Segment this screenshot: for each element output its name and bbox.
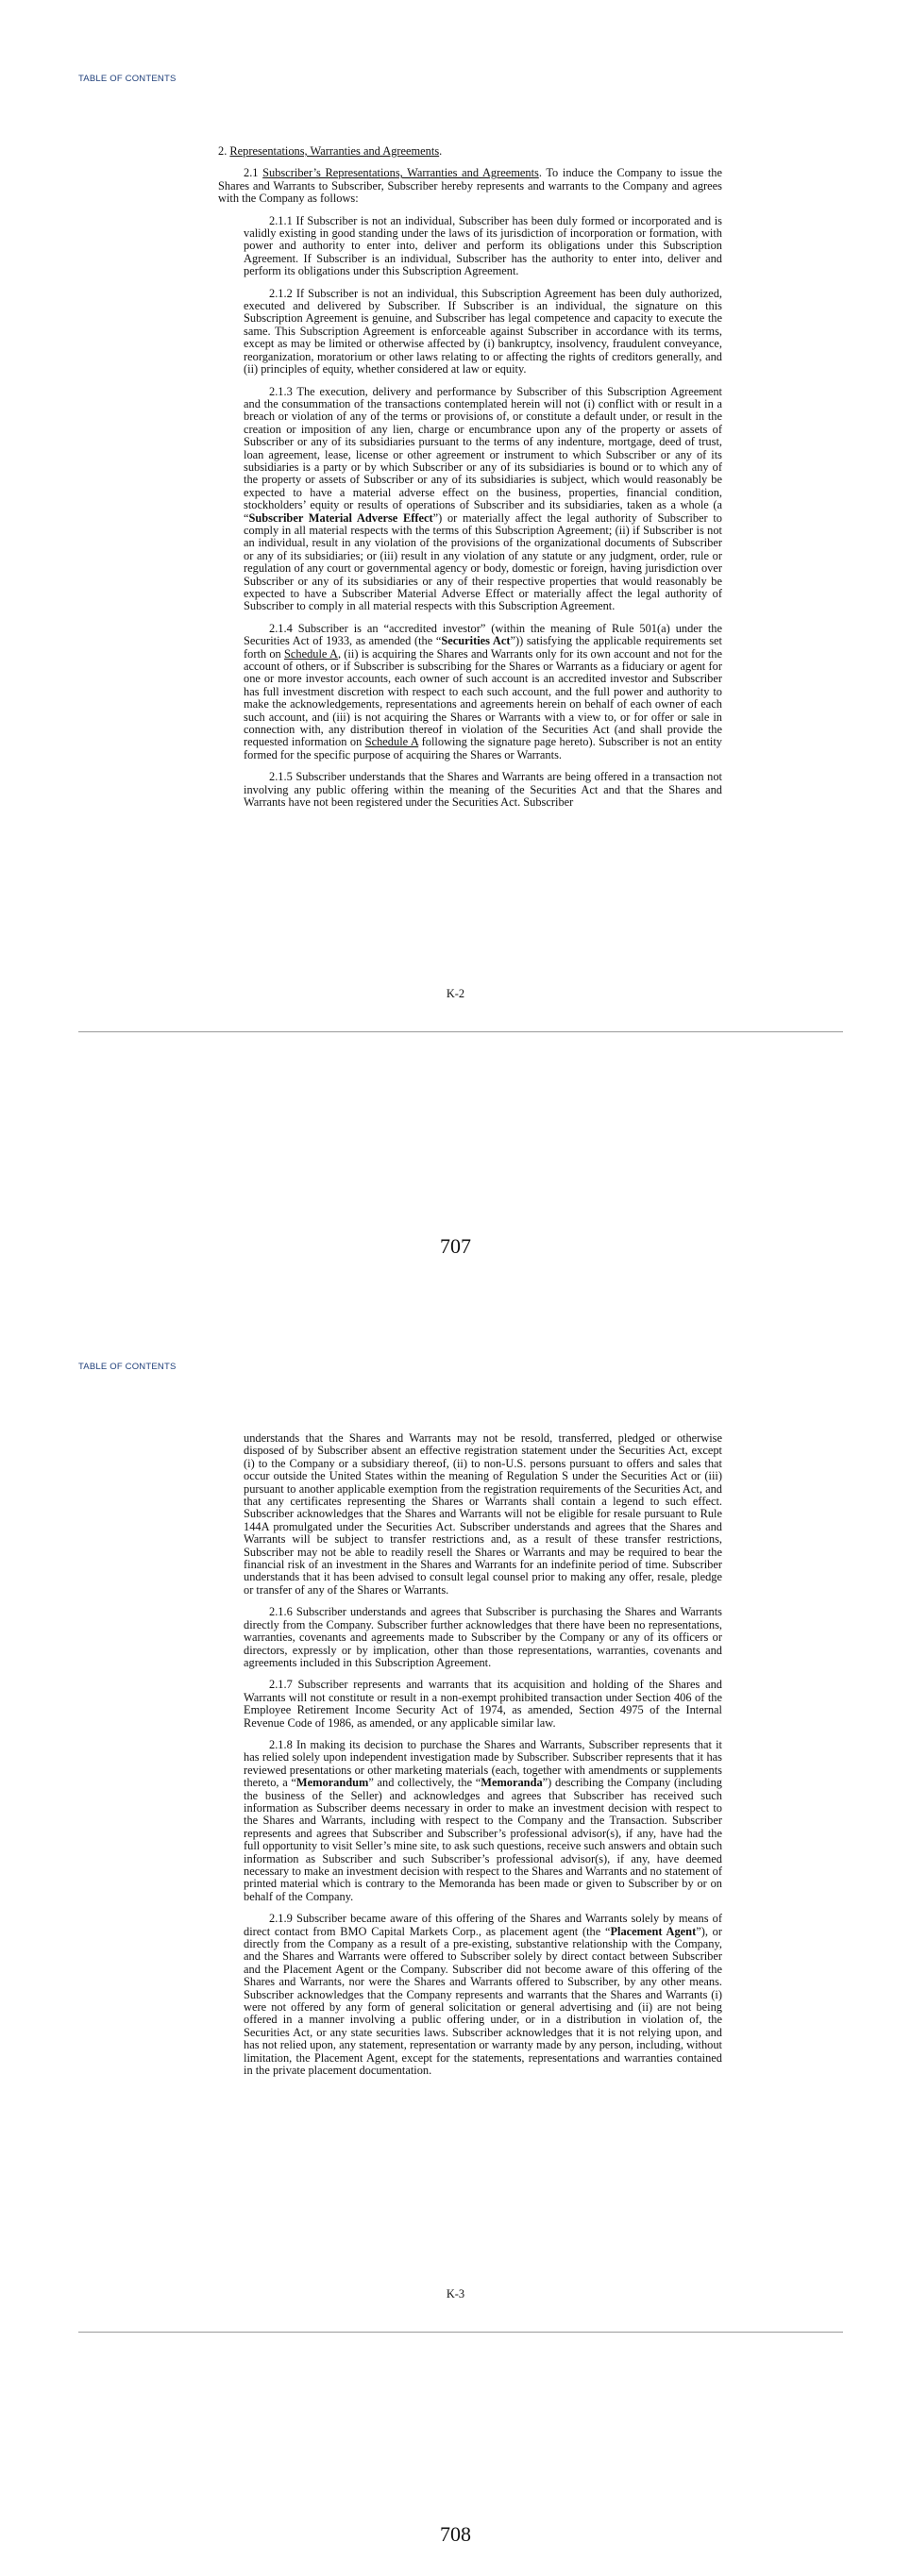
section-heading xyxy=(218,145,722,158)
schedule-reference: Schedule A xyxy=(364,735,419,749)
paragraph-2-1-8 xyxy=(218,1739,722,1903)
text-run: ”) or materially affect the legal authority of Subscriber to comply in all material respects with the terms of this Subscription Agreement; (ii) if Subscriber is not an individual, result in any violation of the provisions of the organizational documents of Subscriber or any of its subsidiaries; or (iii) result in any violation of any statute or any judgment, order, rule or regulation of any court or governmental agency or body, domestic or foreign, having jurisdiction over Subscriber or any of its subsidiaries or any of their respective properties that would reasonably be expected to have a Subscriber Material Adverse Effect or materially affect the legal authority of Subscriber to comply in all material respects with this Subscription Agreement. xyxy=(244,510,722,613)
defined-term: Memorandum xyxy=(295,1776,369,1790)
paragraph-2-1-6: 2.1.6 Subscriber understands and agrees that Subscriber is purchasing the Shares and Warrants directly from the Company. Subscriber further acknowledges that there have been no representations, warranties, covenants and agreements made to Subscriber by the Company or any of its officers or directors, expressly or by implication, other than those representations, warranties, covenants and agreements included in this Subscription Agreement. xyxy=(244,1605,722,1669)
defined-term: Placement Agent xyxy=(610,1924,697,1938)
defined-term: Memoranda xyxy=(481,1776,543,1790)
paragraph-2-1-9 xyxy=(218,1913,722,2077)
text-run: , (ii) is acquiring the Shares and Warrants only for its own account and not for the account of others, or if Subscriber is subscribing for the Shares or Warrants as a fiduciary or agent for one or more investor accounts, each owner of such account is an accredited investor and Subscriber has full investment discretion with respect to each such account, and the full power and authority to make the acknowledgements, representations and agreements herein on behalf of each owner of each such account, and (iii) is not acquiring the Shares or Warrants with a view to, or for offer or sale in connection with, any distribution thereof in violation of the Securities Act (and shall provide the requested information on xyxy=(244,646,723,749)
paragraph-2-1-7: 2.1.7 Subscriber represents and warrants that its acquisition and holding of the Shares and Warrants will not constitute or result in a non-exempt prohibited transaction under Section 406 of the Employee Retirement Income Security Act of 1974, as amended, Section 4975 of the Internal Revenue Code of 1986, as amended, or any applicable similar law. xyxy=(244,1678,722,1730)
page-number-708: 708 xyxy=(440,2522,471,2546)
paragraph-2-1-5: 2.1.5 Subscriber understands that the Shares and Warrants are being offered in a transaction not involving any public offering within the meaning of the Securities Act and that the Shares and Warrants have not been registered under the Securities Act. Subscriber xyxy=(244,770,722,810)
subsection-title: Subscriber’s Representations, Warranties and Agreements xyxy=(262,166,539,180)
defined-term: Subscriber Material Adverse Effect xyxy=(248,510,433,525)
text-run: 2.1.9 Subscriber became aware of this offering of the Shares and Warrants solely by means of direct contact from BMO Capital Markets Corp., as placement agent (the “ xyxy=(244,1912,722,1938)
page-number-707: 707 xyxy=(440,1234,471,1258)
text-run: ”), or directly from the Company as a result of a pre-existing, substantive relationship with the Company, and the Shares and Warrants were offered to Subscriber solely by direct contact between Subscriber and the Placement Agent or the Company. Subscriber did not become aware of this offering of the Shares and Warrants, nor were the Shares and Warrants offered to Subscriber, by any other means. Subscriber acknowledges that the Company represents and warrants that the Shares and Warrants (i) were not offered by any form of general solicitation or general advertising and (ii) are not being offered in a manner involving a public offering under, or in a distribution in violation of, the Securities Act, or any state securities laws. Subscriber acknowledges that it is not relying upon, and has not relied upon, any statement, representation or warranty made by any person, including, without limitation, the Placement Agent, except for the statements, representations and warranties contained in the private placement documentation. xyxy=(244,1924,722,2078)
page-footer-k3: K-3 xyxy=(446,2287,465,2300)
paragraph-2-1 xyxy=(218,167,722,205)
text-run: ” and collectively, the “ xyxy=(368,1776,481,1790)
paragraph-2-1-3 xyxy=(218,386,722,613)
page-divider xyxy=(78,2332,843,2333)
page-divider xyxy=(78,1031,843,1032)
table-of-contents-link[interactable]: TABLE OF CONTENTS xyxy=(78,74,177,84)
table-of-contents-link[interactable]: TABLE OF CONTENTS xyxy=(78,1362,177,1372)
paragraph-2-1-2: 2.1.2 If Subscriber is not an individual, this Subscription Agreement has been duly authorized, executed and delivered by Subscriber. If Subscriber is an individual, the signature on this Subscription Agreement is genuine, and Subscriber has legal competence and capacity to execute the same. This Subscription Agreement is enforceable against Subscriber in accordance with its terms, except as may be limited or otherwise affected by (i) bankruptcy, insolvency, fraudulent conveyance, reorganization, moratorium or other laws relating to or affecting the rights of creditors generally, and (ii) principles of equity, whether considered at law or equity. xyxy=(244,286,722,376)
section-title: Representations, Warranties and Agreements xyxy=(229,144,440,158)
paragraph-2-1-4 xyxy=(218,623,722,761)
section-number: 2. xyxy=(218,144,228,158)
subsection-text: . To induce the Company to issue the Shares and Warrants to Subscriber, Subscriber hereby represents and warrants to the Company and agrees with the Company as follows: xyxy=(218,166,722,206)
paragraph-2-1-5-continued: understands that the Shares and Warrants may not be resold, transferred, pledged or otherwise disposed of by Subscriber absent an effective registration statement under the Securities Act, except (i) to the Company or a subsidiary thereof, (ii) to non-U.S. persons pursuant to offers and sales that occur outside the United States within the meaning of Regulation S under the Securities Act or (iii) pursuant to another applicable exemption from the registration requirements of the Securities Act, and that any certificates representing the Shares or Warrants shall contain a legend to such effect. Subscriber acknowledges that the Shares and Warrants will not be eligible for resale pursuant to Rule 144A promulgated under the Securities Act. Subscriber understands and agrees that the Shares and Warrants will be subject to transfer restrictions and, as a result of these transfer restrictions, Subscriber may not be able to readily resell the Shares or Warrants and may be required to bear the financial risk of an investment in the Shares and Warrants for an indefinite period of time. Subscriber understands that it has been advised to consult legal counsel prior to making any offer, resale, pledge or transfer of any of the Shares or Warrants. xyxy=(244,1431,722,1597)
text-run: 2.1.3 The execution, delivery and performance by Subscriber of this Subscription Agreement and the consummation of the transactions contemplated herein will not (i) conflict with or result in a breach or violation of any of the terms or provisions of, or constitute a default under, or result in the creation or imposition of any lien, charge or encumbrance upon any of the property or assets of Subscriber or any of its subsidiaries pursuant to the terms of any indenture, mortgage, deed of trust, loan agreement, lease, license or other agreement or instrument to which Subscriber or any of its subsidiaries is a party or by which Subscriber or any of its subsidiaries is bound or to which any of the property or assets of Subscriber or any of its subsidiaries is subject, which would reasonably be expected to have a material adverse effect on the business, properties, financial condition, stockholders’ equity or results of operations of Subscriber and its subsidiaries, taken as a whole (a “ xyxy=(244,384,722,525)
text-run: 2.1.4 Subscriber is an “accredited investor” (within the meaning of Rule 501(a) under the Securities Act of 1933, as amended (the “ xyxy=(244,621,722,648)
subsection-number: 2.1 xyxy=(244,166,259,180)
page-footer-k2: K-2 xyxy=(446,987,465,1000)
page-707-body xyxy=(218,145,722,819)
section-title-period: . xyxy=(439,144,443,158)
text-run: ”) describing the Company (including the business of the Seller) and acknowledges and agrees that Subscriber has received such information as Subscriber deems necessary in order to make an investment decision with respect to the Shares and Warrants, including with respect to the Company and the Transaction. Subscriber represents and agrees that Subscriber and Subscriber’s professional advisor(s), if any, have had the full opportunity to visit Seller’s mine site, to ask such questions, receive such answers and obtain such information as Subscriber and such Subscriber’s professional advisor(s), if any, have deemed necessary to make an investment decision with respect to the Shares and Warrants and no statement of printed material which is contrary to the Memoranda has been made or given to Subscriber by or on behalf of the Company. xyxy=(244,1776,723,1903)
paragraph-2-1-1: 2.1.1 If Subscriber is not an individual, Subscriber has been duly formed or incorporated and is validly existing in good standing under the laws of its jurisdiction of incorporation or formation, with power and authority to enter into, deliver and perform its obligations under this Subscription Agreement. If Subscriber is an individual, Subscriber has the authority to enter into, deliver and perform its obligations under this Subscription Agreement. xyxy=(244,213,722,278)
defined-term: Securities Act xyxy=(441,634,511,648)
text-run: following the signature page hereto). Subscriber is not an entity formed for the specific purpose of acquiring the Shares or Warrants. xyxy=(244,735,722,761)
text-run: ”)) satisfying the applicable requirements set forth on xyxy=(244,634,722,661)
page-708-body xyxy=(218,1432,722,2087)
text-run: 2.1.8 In making its decision to purchase the Shares and Warrants, Subscriber represents that it has relied solely upon independent investigation made by Subscriber. Subscriber represents that it has reviewed presentations or other marketing materials (each, together with amendments or supplements thereto, a “ xyxy=(244,1737,722,1790)
schedule-reference: Schedule A xyxy=(284,646,338,661)
